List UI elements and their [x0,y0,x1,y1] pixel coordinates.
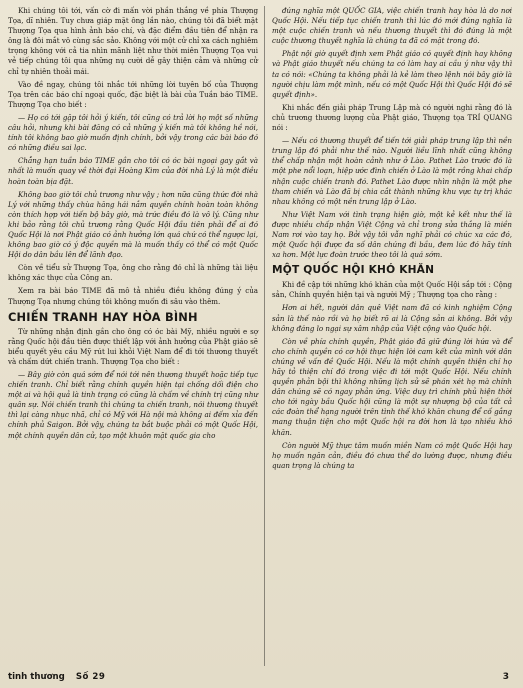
right-top-paragraphs [272,6,512,260]
paragraph: Khi chúng tôi tới, vấn cờ đi mấn vời phần thắng về phía Thượng Tọa, dĩ nhiên. Tuy chưa giáp mặt ông lần nào, chúng tôi đã biết mặt Thượng Tọa qua hình ảnh báo chí, và đặc điểm đầu tiên để nhận ra ông là đôi mắt vô cùng sắc sảo. Không với một cử chỉ xa cách nghiêm trọng không với cả tia nhìn mãnh liệt như thời miên Thượng Tọa vui vẻ tiếp chúng tôi qua những nụ cười dễ gây thiện cảm và những cử chỉ tự nhiên thoải mái. [8,6,258,76]
paragraph: — Nếu có thương thuyết để tiến tới giải pháp trung lập thì nền trung lập đó phải như thế nào. Người liều lĩnh nhất cũng không thể chấp nhận một hoàn cảnh như ở Lào. Pathet Lào trước đó là một phe nổi loạn, hiệp ước đình chiến ở Lào là một rồng khai chấp nhận cuộc chiến tranh đó. Pathet Lào được nhìn nhận là một phe tham chiến và Lào đã bị chia cắt thành những khu vực tự trị khác nhau không có một nền trung lập ở Lào. [272,136,512,206]
paragraph: Hơn ai hết, người dân quê Việt nam đã có kinh nghiệm Cộng sản là thế nào rồi và họ biết rõ ai là Cộng sản ai không. Bởi vậy không đáng lo ngại sự xâm nhập của Việt cộng vào Quốc hội. [272,303,512,333]
paragraph: Còn người Mỹ thực tâm muốn miền Nam có một Quốc Hội hay họ muốn ngăn cản, điều đó chưa thể do lường được, nhưng điều quan trọng là chúng ta [272,440,512,470]
left-column [8,6,258,444]
paragraph: Xem ra bài báo TIME đã mô tả nhiều điều không đúng ý của Thượng Tọa nhưng chúng tôi không muốn đi sâu vào thêm. [8,286,258,306]
paragraph: Từ những nhận định gần cho ông có óc bài Mỹ, nhiều người e sợ rằng Quốc hội đầu tiên được thiết lập với ảnh hưởng của Phật giáo sẽ biểu quyết yêu cầu Mỹ rút lui khỏi Việt Nam để đi tới thương thuyết và chấm dứt chiến tranh. Thượng Tọa cho biết : [8,326,258,366]
issue-number: Số 29 [75,672,106,682]
parliament-section-paragraphs [272,280,512,471]
paragraph: Còn về tiểu sử Thượng Tọa, ông cho rằng đó chỉ là những tài liệu không xác thực của Công an. [8,263,258,283]
paragraph: Còn về phía chính quyền, Phật giáo đã giữ đúng lời hứa và để cho chính quyền có cơ hội thực hiện lời cam kết của mình với dân chúng về vấn đề Quốc Hội. Nếu là một chính quyền thiện chí họ hãy tỏ thiện chí đó trong việc đi tới một Quốc Hội. Nếu chính quyền phản bội thì không những lịch sử sẽ phán xét họ mà chính dân chúng sẽ có ngay phản ứng. Việc duy trì chính phủ hiện thời cho tới ngày bầu Quốc hội cũng là một sự nhượng bộ của tất cả các đoàn thể hạng người trên tình thế khó khăn chung để cố gắng mang thuận tiện cho một Quốc hội ra đời hơn là tạo nhiều khó khăn. [272,336,512,437]
paragraph: Không bao giờ tôi chủ trương như vậy ; hơn nữa cũng thức đời nhà Lý với những thấy chùa hăng hái nắm quyền chính hoàn toàn không còn thích hợp với tiến bộ bây giờ, mà trức điều đó là vô lý. Cũng như khi bảo rằng tôi chủ trương rằng Quốc Hội đầu tiên phải để ai đó Quốc Hội là nơi Phật giáo có ảnh hưởng lớn quá chứ có thể ngược lại, không bao giờ có ý độc quyền mà là muốn thấy có thể có một Quốc Hội do dân bầu lên để lãnh đạo. [8,189,258,260]
heading-difficult-parliament: MỘT QUỐC HỘI KHÓ KHĂN [272,264,435,277]
paragraph: Khi đề cập tới những khó khăn của một Quốc Hội sắp tới : Cộng sản, Chính quyền hiện tại và người Mỹ ; Thượng tọa cho rằng : [272,280,512,300]
paragraph: Khi nhắc đến giải pháp Trung Lập mà có người nghi rằng đó là chủ trương thương lượng của Phật giáo, Thượng tọa TRÍ QUANG nói : [272,102,512,133]
left-intro-paragraphs [8,6,258,307]
paragraph: Như Việt Nam với tình trạng hiện giờ, một kẻ kết như thế là được nhiều chấp nhận Việt Cộng và chỉ trong sửa thắng là miền Nam rơi vào tay họ. Bởi vậy tôi vẫn nghĩ phải có chúc xa các đó, một Quốc hội được đa số dân chúng đi bầu, đem lúc đó hãy tính xa hơn. Một lực đoàn trước theo tôi là quá sớm. [272,209,512,260]
paragraph: Phật nội giờ quyết định xem Phật giáo có quyết định hay không và Phật giáo thuyết nếu chúng ta có làm hay ai cầu ý như vậy thì ta có nói: «Chúng ta không phải là kẻ làm theo lệnh nói bây giờ là người chịu làm một mình, nếu có một Quốc Hội thì Quốc Hội đó sẽ quyết định». [272,49,512,99]
war-section-paragraphs [8,327,258,441]
paragraph: Chẳng hạn tuần báo TIME gần cho tôi có óc bài ngoại gay gắt và nhất là muốn quay về thời đại Hoàng Kim của đời nhà Lý là một điều hoàn toàn bịa đặt. [8,156,258,186]
footer-publication [8,672,105,682]
paragraph: — Họ có tới gặp tôi hỏi ý kiến, tôi cũng có trả lời họ một số những câu hỏi, nhưng khi bài đăng có cả những ý kiến mà tôi không hề nói, tính tôi không bao giờ muốn định chính, bởi vậy trong các bài báo đó có những điều sai lạc. [8,112,258,153]
heading-war-or-peace: CHIẾN TRANH HAY HÒA BÌNH [8,309,198,324]
page-number: 3 [502,672,509,682]
paragraph: đúng nghĩa một QUỐC GIA, việc chiến tranh hay hòa là do nơi Quốc Hội. Nếu tiếp tục chiến tranh thì lúc đó mới đúng nghĩa là một cuộc chiến tranh và nếu thương thuyết thì đó đúng là một cuộc thương thuyết nghĩa là chúng ta đã có mặt trong đó. [272,6,512,46]
paragraph: Vào đề ngay, chúng tôi nhắc tới những lời tuyên bố của Thượng Tọa trên các báo chí ngoại quốc, đặc biệt là bài của Tuần báo TIME. Thượng Tọa cho biết : [8,79,258,109]
paragraph: — Bây giờ còn quá sớm để nói tới nên thương thuyết hoặc tiếp tục chiến tranh. Chỉ biết rằng chính quyền hiện tại chống dối điện cho một ai và hội quả là tinh trạng có cũng là chấm về chính trị cũng như quân sự. Nói chiến tranh thì chúng ta chiến tranh, nói thương thuyết thì lại càng nhục nhã, chỉ có Mỹ với Hà nội mà không ai đếm xỉa đến chính phủ Saigon. Bởi vậy, chúng ta bắt buộc phải có một Quốc Hội, một chính quyền dân cử, tạo một khuôn mặt quốc gia cho [8,370,258,440]
right-column [272,6,512,474]
publication-name: tinh thương [8,672,65,682]
column-divider [264,6,265,666]
